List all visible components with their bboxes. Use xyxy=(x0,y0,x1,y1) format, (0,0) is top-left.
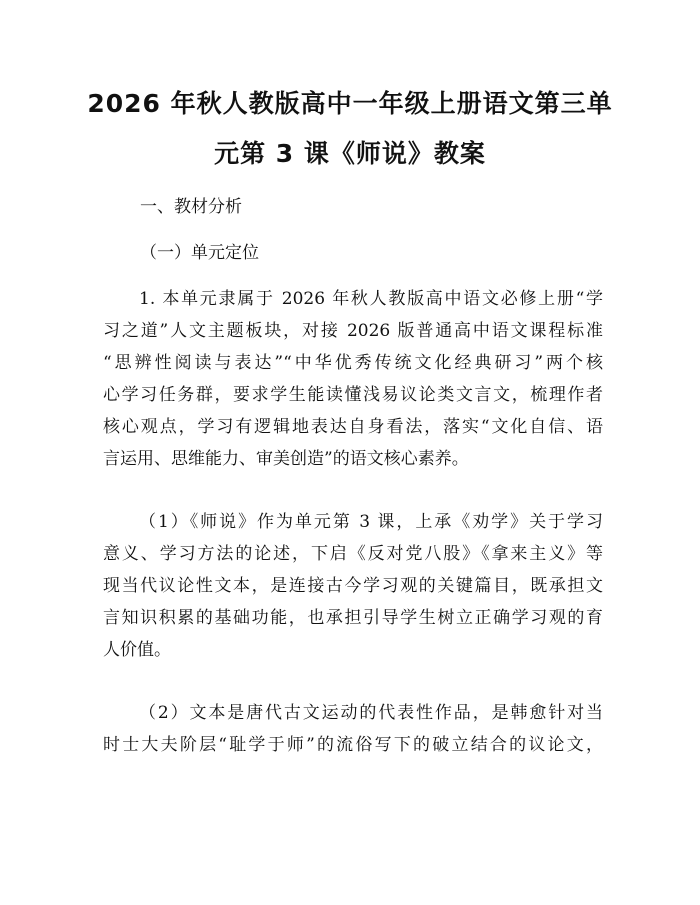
paragraph-line: 习之道”人文主题板块，对接 2026 版普通高中语文课程标准 xyxy=(103,321,603,341)
paragraph-line: 人价值。 xyxy=(103,640,171,660)
paragraph-line: 1. 本单元隶属于 2026 年秋人教版高中语文必修上册“学 xyxy=(139,289,603,309)
paragraph-line: （1）《师说》作为单元第 3 课，上承《劝学》关于学习 xyxy=(139,512,603,532)
paragraph-line: 时士大夫阶层“耻学于师”的流俗写下的破立结合的议论文， xyxy=(103,735,603,755)
paragraph-lesson-role xyxy=(103,506,603,666)
document-title-line-2: 元第 3 课《师说》教案 xyxy=(214,139,486,168)
paragraph-line: （2）文本是唐代古文运动的代表性作品，是韩愈针对当 xyxy=(139,703,603,723)
paragraph-line: 言运用、思维能力、审美创造”的语文核心素养。 xyxy=(103,449,469,469)
paragraph-line: 现当代议论性文本，是连接古今学习观的关键篇目，既承担文 xyxy=(103,576,603,596)
subsection-heading-unit-positioning: （一）单元定位 xyxy=(140,243,259,263)
paragraph-text-background xyxy=(103,697,603,761)
paragraph-line: 意义、学习方法的论述，下启《反对党八股》《拿来主义》等 xyxy=(103,544,603,564)
paragraph-unit-overview xyxy=(103,283,603,475)
paragraph-line: “思辨性阅读与表达”“中华优秀传统文化经典研习”两个核 xyxy=(103,353,603,373)
section-heading-textbook-analysis: 一、教材分析 xyxy=(140,197,242,217)
paragraph-line: 核心观点，学习有逻辑地表达自身看法，落实“文化自信、语 xyxy=(103,417,603,437)
paragraph-line: 心学习任务群，要求学生能读懂浅易议论类文言文，梳理作者 xyxy=(103,385,603,405)
document-title-line-1: 2026 年秋人教版高中一年级上册语文第三单 xyxy=(87,89,613,118)
paragraph-line: 言知识积累的基础功能，也承担引导学生树立正确学习观的育 xyxy=(103,608,603,628)
